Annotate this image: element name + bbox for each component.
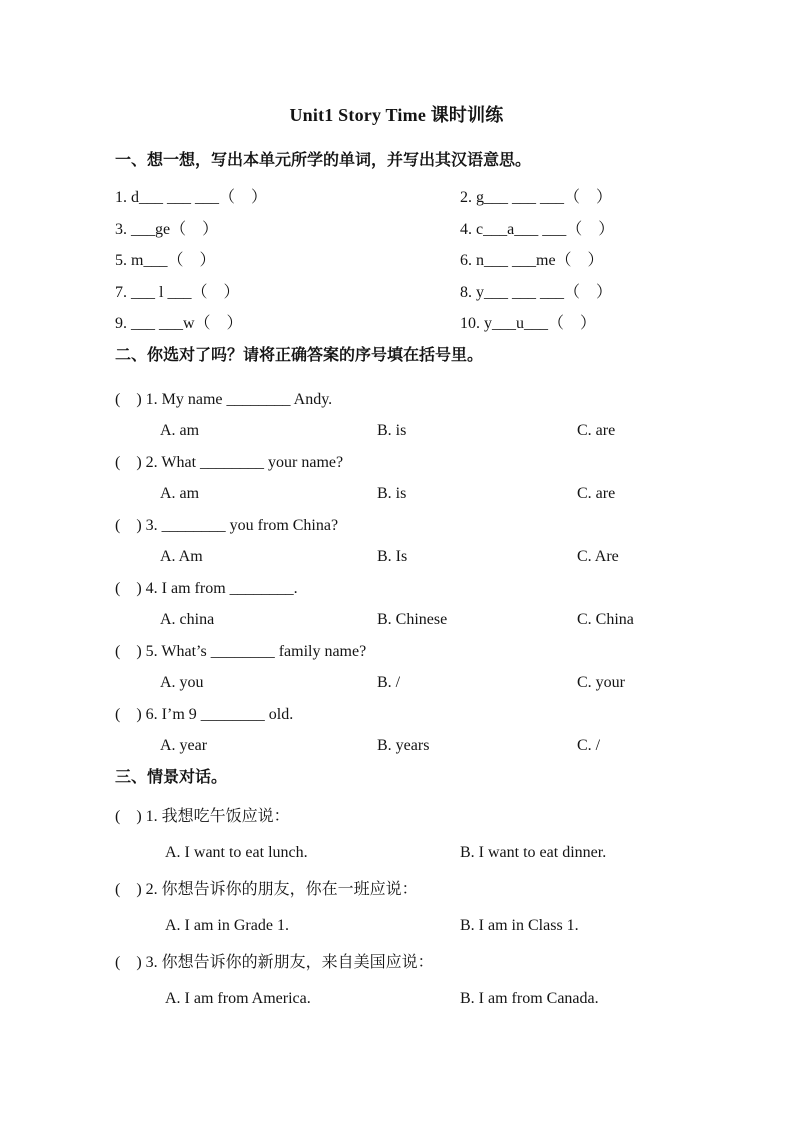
question-2-5: ( ) 5. What’s ________ family name? (115, 642, 367, 660)
options-2-5 (0, 672, 793, 704)
option-b: B. is (377, 422, 407, 439)
option-a: A. year (160, 737, 208, 754)
option-c: C. are (577, 485, 616, 502)
word-item-1: 1. d___ ___ ___（ ） (115, 189, 268, 206)
options-3-3 (0, 988, 793, 1025)
option-a: A. am (160, 422, 200, 439)
option-c: C. are (577, 422, 616, 439)
option-a: A. I am in Grade 1. (165, 917, 289, 934)
section-3-heading: 三、情景对话。 (115, 768, 228, 786)
word-item-3: 3. ___ge（ ） (115, 220, 219, 238)
section-1-heading: 一、想一想，写出本单元所学的单词，并写出其汉语意思。 (115, 152, 532, 169)
option-c: C. your (577, 674, 625, 691)
option-b: B. years (377, 737, 430, 754)
word-item-4: 4. c___a___ ___（ ） (460, 220, 615, 238)
option-a: A. I am from America. (165, 990, 311, 1007)
option-c: C. China (577, 611, 634, 628)
option-a: A. I want to eat lunch. (165, 844, 308, 861)
options-2-1 (0, 420, 793, 452)
question-2-3: ( ) 3. ________ you from China? (115, 516, 339, 534)
word-item-5: 5. m___（ ） (115, 252, 216, 269)
section-1-word-list (0, 187, 793, 345)
option-c: C. Are (577, 548, 619, 565)
option-a: A. Am (160, 548, 203, 565)
section-2-heading: 二、你选对了吗？请将正确答案的序号填在括号里。 (115, 346, 484, 364)
option-a: A. china (160, 611, 215, 628)
question-3-2: ( ) 2. 你想告诉你的朋友，你在一班应说： (115, 880, 418, 898)
options-2-6 (0, 735, 793, 767)
question-2-2: ( ) 2. What ________ your name? (115, 453, 344, 471)
option-b: B. is (377, 485, 407, 502)
options-2-3 (0, 546, 793, 578)
question-3-1: ( ) 1. 我想吃午饭应说： (115, 807, 290, 825)
word-item-2: 2. g___ ___ ___（ ） (460, 189, 613, 206)
question-2-1: ( ) 1. My name ________ Andy. (115, 390, 333, 408)
worksheet-title: Unit1 Story Time 课时训练 (289, 105, 504, 125)
option-c: C. / (577, 737, 601, 754)
word-item-6: 6. n___ ___me（ ） (460, 252, 604, 269)
worksheet-content (0, 150, 793, 1025)
question-3-3: ( ) 3. 你想告诉你的新朋友，来自美国应说： (115, 953, 434, 971)
word-item-10: 10. y___u___（ ） (460, 315, 597, 332)
word-item-7: 7. ___ l ___（ ） (115, 283, 240, 301)
option-b: B. I am in Class 1. (460, 917, 579, 934)
options-3-2 (0, 915, 793, 952)
option-b: B. I am from Canada. (460, 990, 599, 1007)
options-2-4 (0, 609, 793, 641)
word-item-9: 9. ___ ___w（ ） (115, 315, 243, 332)
options-2-2 (0, 483, 793, 515)
question-2-6: ( ) 6. I’m 9 ________ old. (115, 705, 294, 723)
option-b: B. I want to eat dinner. (460, 844, 607, 861)
word-item-8: 8. y___ ___ ___（ ） (460, 283, 613, 301)
option-a: A. am (160, 485, 200, 502)
question-2-4: ( ) 4. I am from ________. (115, 579, 298, 597)
option-b: B. / (377, 674, 401, 691)
option-b: B. Is (377, 548, 408, 565)
option-a: A. you (160, 674, 204, 691)
options-3-1 (0, 842, 793, 879)
option-b: B. Chinese (377, 611, 448, 628)
